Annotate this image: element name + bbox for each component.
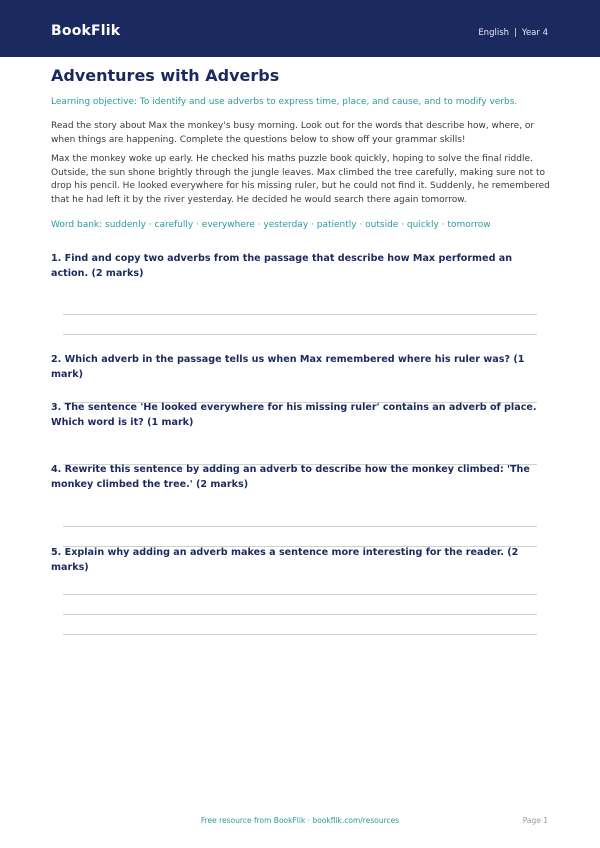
- subject-label: English: [478, 28, 510, 38]
- brand-logo: BookFlik: [51, 23, 121, 39]
- subject-year-label: [478, 28, 548, 38]
- answer-line[interactable]: [63, 614, 537, 615]
- learning-objective: Learning objective: To identify and use adverbs to express time, place, and cause, and to modify verbs.: [51, 97, 518, 107]
- answer-line[interactable]: [63, 634, 537, 635]
- meta-separator: |: [514, 28, 517, 38]
- question-5: 5. Explain why adding an adverb makes a sentence more interesting for the reader. (2 marks): [51, 547, 519, 573]
- question-2: 2. Which adverb in the passage tells us when Max remembered where his ruler was? (1 mark): [51, 354, 525, 380]
- page-header: [0, 0, 600, 57]
- worksheet-title: Adventures with Adverbs: [51, 66, 280, 85]
- footer-credit: Free resource from BookFlik · bookflik.com/resources: [200, 816, 400, 825]
- answer-line[interactable]: [63, 314, 537, 315]
- page-number: Page 1: [522, 816, 548, 825]
- intro-paragraph: Read the story about Max the monkey's busy morning. Look out for the words that describe how, where, or when things are happening. Complete the questions below to show off your grammar skills!: [51, 121, 535, 145]
- answer-line[interactable]: [63, 594, 537, 595]
- question-1: 1. Find and copy two adverbs from the passage that describe how Max performed an action. (2 marks): [51, 253, 513, 279]
- answer-line[interactable]: [63, 334, 537, 335]
- question-4: 4. Rewrite this sentence by adding an adverb to describe how the monkey climbed: 'The monkey climbed the tree.' (2 marks): [51, 464, 530, 490]
- word-bank: Word bank: suddenly · carefully · everywhere · yesterday · patiently · outside · quickly · tomorrow: [51, 220, 491, 230]
- year-label: Year 4: [521, 28, 548, 38]
- answer-line[interactable]: [63, 526, 537, 527]
- question-3: 3. The sentence 'He looked everywhere for his missing ruler' contains an adverb of place. Which word is it? (1 mark): [51, 402, 537, 428]
- story-passage: Max the monkey woke up early. He checked his maths puzzle book quickly, hoping to solve the final riddle. Outside, the sun shone brightly through the jungle leaves. Max climbed the tree carefully, making sure not to drop his pencil. He looked everywhere for his missing ruler, but he could not find it. Suddenly, he remembered that he had left it by the river yesterday. He decided he would search there again tomorrow.: [51, 154, 550, 205]
